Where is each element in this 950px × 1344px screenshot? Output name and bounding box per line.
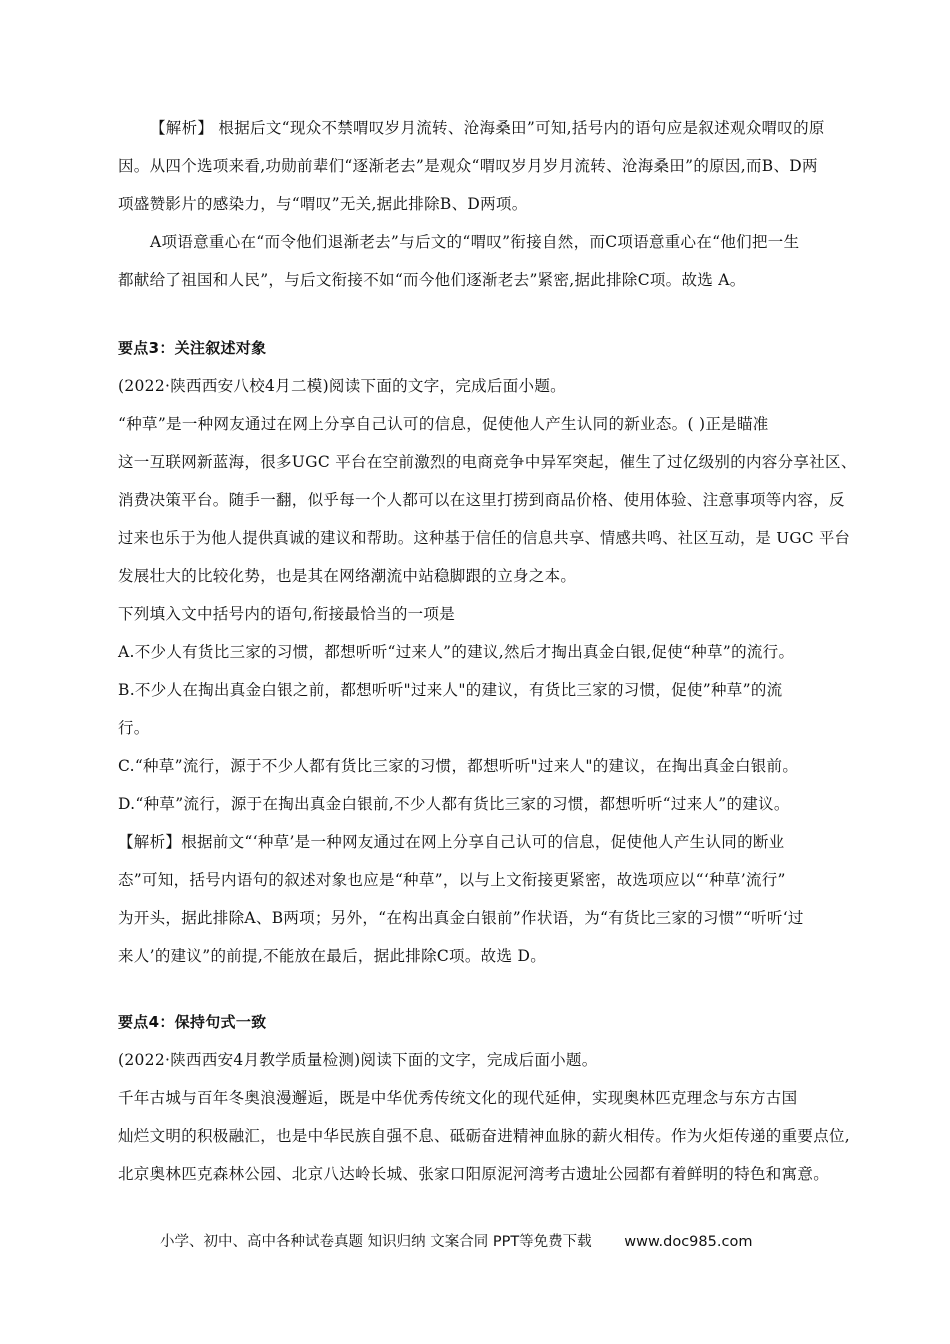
analysis-3-line-2: 态”可知，括号内语句的叙述对象也应是“种草”，以与上文衔接更紧密，故选项应以“‘种草’流行” bbox=[118, 871, 786, 889]
footer-url-link[interactable]: www.doc985.com bbox=[624, 1234, 753, 1250]
passage-3-line-2: 这一互联网新蓝海，很多UGC 平台在空前激烈的电商竞争中异军突起，催生了过亿级别的内容分享社区、 bbox=[118, 453, 857, 471]
analysis-1-line-2: 因。从四个选项来看,功勋前辈们“逐渐老去”是观众“喟叹岁月岁月流转、沧海桑田”的原因,而B、D两 bbox=[118, 157, 818, 175]
footer-text: 小学、初中、高中各种试卷真题 知识归纳 文案合同 PPT等免费下载 bbox=[160, 1234, 592, 1250]
analysis-1-line-4: A项语意重心在“而令他们退渐老去”与后文的“喟叹”衔接自然，而C项语意重心在“他们把一生 bbox=[150, 233, 800, 251]
option-b: B.不少人在掏出真金白银之前，都想听听"过来人"的建议，有货比三家的习惯，促使”种草”的流 bbox=[118, 681, 783, 699]
passage-3-line-5: 发展壮大的比较化势，也是其在网络潮流中站稳脚跟的立身之本。 bbox=[118, 567, 577, 585]
passage-3-line-4: 过来也乐于为他人提供真诚的建议和帮助。这种基于信任的信息共享、情感共鸣、社区互动，是 UGC 平台 bbox=[118, 529, 851, 547]
option-d: D.“种草”流行，源于在掏出真金白银前,不少人都有货比三家的习惯，都想听听“过来人”的建议。 bbox=[118, 795, 790, 813]
analysis-1-line-5: 都献给了祖国和人民”，与后文衔接不如“而今他们逐渐老去”紧密,据此排除C项。故选 A。 bbox=[118, 271, 746, 289]
passage-4-line-3: 北京奥林匹克森林公园、北京八达岭长城、张家口阳原泥河湾考古遗址公园都有着鲜明的特色和寓意。 bbox=[118, 1165, 830, 1183]
option-c: C.“种草”流行，源于不少人都有货比三家的习惯，都想听听"过来人"的建议，在掏出真金白银前。 bbox=[118, 757, 799, 775]
passage-3-line-3: 消费决策平台。随手一翻，似乎每一个人都可以在这里打捞到商品价格、使用体验、注意事项等内容，反 bbox=[118, 491, 845, 509]
question-3-source: (2022·陕西西安八校4月二模)阅读下面的文字，完成后面小题。 bbox=[118, 377, 566, 395]
analysis-3-line-3: 为开头，据此排除A、B两项；另外，“在构出真金白银前”作状语，为“有货比三家的习惯”“听听‘过 bbox=[118, 909, 804, 927]
section-4-heading: 要点4：保持句式一致 bbox=[118, 1013, 267, 1031]
analysis-3-line-1: 【解析】根据前文“‘种草’是一种网友通过在网上分享自己认可的信息，促使他人产生认同的断业 bbox=[118, 833, 785, 851]
passage-4-line-2: 灿烂文明的积极融汇，也是中华民族自强不息、砥砺奋进精神血脉的薪火相传。作为火炬传递的重要点位, bbox=[118, 1127, 851, 1145]
question-3-prompt: 下列填入文中括号内的语句,衔接最恰当的一项是 bbox=[118, 605, 456, 623]
analysis-1-line-1: 【解析】 根据后文“现众不禁喟叹岁月流转、沧海桑田”可知,括号内的语句应是叙述观众喟叹的原 bbox=[150, 119, 825, 137]
passage-3-line-1: “种草”是一种网友通过在网上分享自己认可的信息，促使他人产生认同的新业态。( )正是瞄准 bbox=[118, 415, 769, 433]
analysis-1-line-3: 项盛赞影片的感染力，与“喟叹”无关,据此排除B、D两项。 bbox=[118, 195, 528, 213]
passage-4-line-1: 千年古城与百年冬奥浪漫邂逅，既是中华优秀传统文化的现代延伸，实现奥林匹克理念与东方古国 bbox=[118, 1089, 798, 1107]
section-3-heading: 要点3：关注叙述对象 bbox=[118, 339, 267, 357]
option-a: A.不少人有货比三家的习惯，都想听听“过来人”的建议,然后才掏出真金白银,促使“种草”的流行。 bbox=[118, 643, 795, 661]
option-b-cont: 行。 bbox=[118, 719, 150, 737]
page-footer bbox=[160, 1232, 800, 1252]
analysis-3-line-4: 来人’的建议”的前提,不能放在最后，据此排除C项。故选 D。 bbox=[118, 947, 546, 965]
question-4-source: (2022·陕西西安4月教学质量检测)阅读下面的文字，完成后面小题。 bbox=[118, 1051, 598, 1069]
